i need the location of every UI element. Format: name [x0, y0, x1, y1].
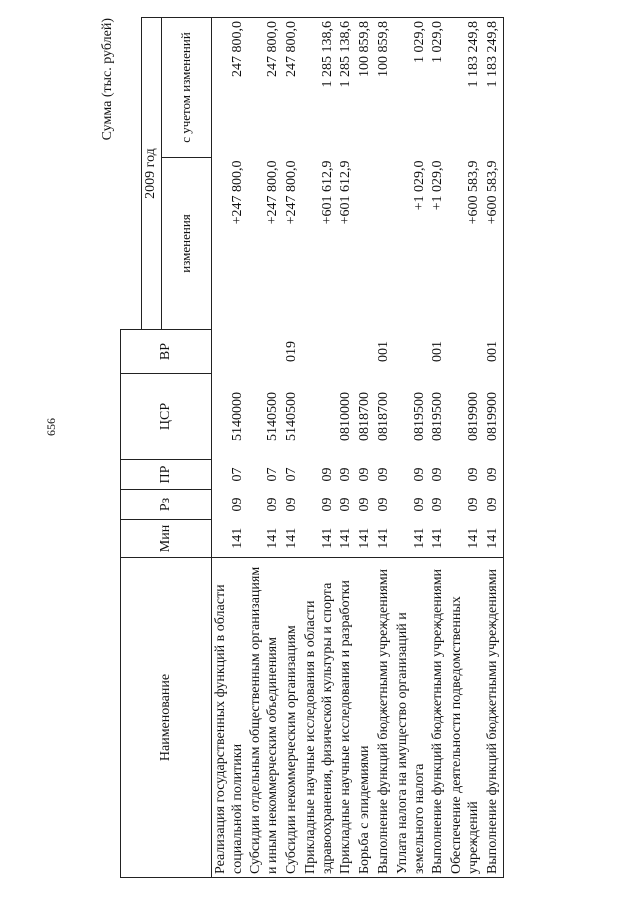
table-row: [429, 18, 448, 878]
row-name: Субсидии некоммерческим организациям: [283, 558, 302, 878]
row-pr: 09: [375, 467, 391, 482]
row-name: Реализация государственных функций в области социальной политики: [211, 558, 247, 878]
table-row: [211, 18, 247, 878]
row-min: 141: [265, 527, 281, 549]
row-total: 247 800,0: [247, 18, 283, 158]
budget-table: [120, 17, 504, 878]
row-rz: 09: [411, 497, 427, 512]
row-vr: 019: [283, 341, 299, 362]
row-vr: [211, 330, 247, 374]
row-vr: [356, 330, 375, 374]
row-change: [356, 158, 375, 330]
table-row: [356, 18, 375, 878]
row-rz: 09: [357, 497, 373, 512]
row-pr: 09: [465, 467, 481, 482]
header-min: Мин: [121, 520, 212, 558]
row-pr: 07: [283, 467, 299, 482]
row-pr: 09: [484, 460, 503, 490]
header-name: Наименование: [121, 558, 212, 878]
row-total: 100 859,8: [356, 18, 375, 158]
row-csr: 0819500: [430, 392, 446, 441]
table-row: [394, 18, 430, 878]
row-csr: 0819900: [465, 392, 481, 441]
row-total: 1 029,0: [394, 18, 430, 158]
row-vr: 001: [375, 341, 391, 362]
row-rz: 09: [319, 497, 335, 512]
table-row: [375, 18, 394, 878]
row-total: 247 800,0: [283, 18, 302, 158]
row-total: 1 029,0: [429, 18, 448, 158]
row-rz: 09: [265, 497, 281, 512]
row-change: +601 612,9: [338, 160, 354, 225]
row-min: 141: [411, 527, 427, 549]
header-pr: ПР: [121, 460, 212, 490]
row-vr: [337, 330, 356, 374]
row-min: 141: [375, 527, 391, 549]
row-total: 1 183 249,8: [448, 18, 484, 158]
row-min: 141: [484, 520, 503, 558]
header-csr: ЦСР: [121, 374, 212, 460]
row-rz: 09: [375, 497, 391, 512]
header-vr: ВР: [121, 330, 212, 374]
table-header: [121, 18, 212, 878]
row-change: +600 583,9: [465, 160, 481, 225]
header-changes: изменения: [161, 158, 211, 330]
header-rz: Рз: [121, 490, 212, 520]
row-name: Выполнение функций бюджетными учреждениями: [429, 558, 448, 878]
row-change: [375, 158, 394, 330]
row-vr: 001: [430, 341, 446, 362]
row-min: 141: [357, 527, 373, 549]
page-number: 656: [44, 418, 58, 436]
row-total: 1 183 249,8: [484, 18, 503, 158]
row-min: 141: [319, 527, 335, 549]
table-row: [448, 18, 484, 878]
row-name: Выполнение функций бюджетными учреждениями: [484, 558, 503, 878]
row-csr: 0819500: [411, 392, 427, 441]
row-min: 141: [430, 527, 446, 549]
row-rz: 09: [430, 497, 446, 512]
row-change: +600 583,9: [484, 158, 503, 330]
row-vr: 001: [484, 330, 503, 374]
row-name: Уплата налога на имущество организаций и земельного налога: [394, 558, 430, 878]
rotated-page: [100, 18, 605, 878]
row-rz: 09: [465, 497, 481, 512]
row-csr: 0818700: [357, 392, 373, 441]
table-row: [337, 18, 356, 878]
row-pr: 09: [357, 467, 373, 482]
row-rz: 09: [283, 497, 299, 512]
row-csr: 5140000: [229, 392, 245, 441]
row-pr: 09: [411, 467, 427, 482]
row-pr: 07: [229, 467, 245, 482]
row-min: 141: [283, 527, 299, 549]
row-rz: 09: [229, 497, 245, 512]
row-name: Борьба с эпидемиями: [356, 558, 375, 878]
row-csr: 5140500: [265, 392, 281, 441]
row-change: +1 029,0: [411, 160, 427, 211]
row-total: 100 859,8: [375, 18, 394, 158]
row-name: Субсидии отдельным общественным организациям и иным некоммерческим объединениям: [247, 558, 283, 878]
table-row: [247, 18, 283, 878]
header-year: 2009 год: [142, 18, 162, 330]
row-csr: 0819900: [484, 374, 503, 460]
row-total: 247 800,0: [211, 18, 247, 158]
row-min: 141: [338, 527, 354, 549]
table-row: [302, 18, 338, 878]
unit-label: Сумма (тыс. рублей): [100, 18, 115, 141]
row-pr: 09: [338, 467, 354, 482]
row-csr: [302, 374, 338, 460]
row-change: +601 612,9: [319, 160, 335, 225]
table-row: [484, 18, 503, 878]
row-csr: 5140500: [283, 392, 299, 441]
row-vr: [448, 330, 484, 374]
row-pr: 09: [430, 467, 446, 482]
row-pr: 09: [319, 467, 335, 482]
row-vr: [394, 330, 430, 374]
row-name: Прикладные научные исследования в области здравоохранения, физической культуры и спорта: [302, 558, 338, 878]
row-csr: 0810000: [338, 392, 354, 441]
row-name: Обеспечение деятельности подведомственных учреждений: [448, 558, 484, 878]
row-rz: 09: [338, 497, 354, 512]
row-change: +1 029,0: [430, 160, 446, 211]
row-change: +247 800,0: [283, 160, 299, 225]
row-vr: [247, 330, 283, 374]
row-change: +247 800,0: [229, 160, 245, 225]
row-total: 1 285 138,6: [302, 18, 338, 158]
row-name: Выполнение функций бюджетными учреждениями: [375, 558, 394, 878]
row-rz: 09: [484, 490, 503, 520]
row-min: 141: [229, 527, 245, 549]
row-change: +247 800,0: [265, 160, 281, 225]
table-row: [283, 18, 302, 878]
row-pr: 07: [265, 467, 281, 482]
row-name: Прикладные научные исследования и разработки: [337, 558, 356, 878]
table-body: [211, 18, 503, 878]
row-min: 141: [465, 527, 481, 549]
row-vr: [302, 330, 338, 374]
row-total: 1 285 138,6: [337, 18, 356, 158]
header-with-changes: с учетом изменений: [161, 18, 211, 158]
row-csr: 0818700: [375, 392, 391, 441]
